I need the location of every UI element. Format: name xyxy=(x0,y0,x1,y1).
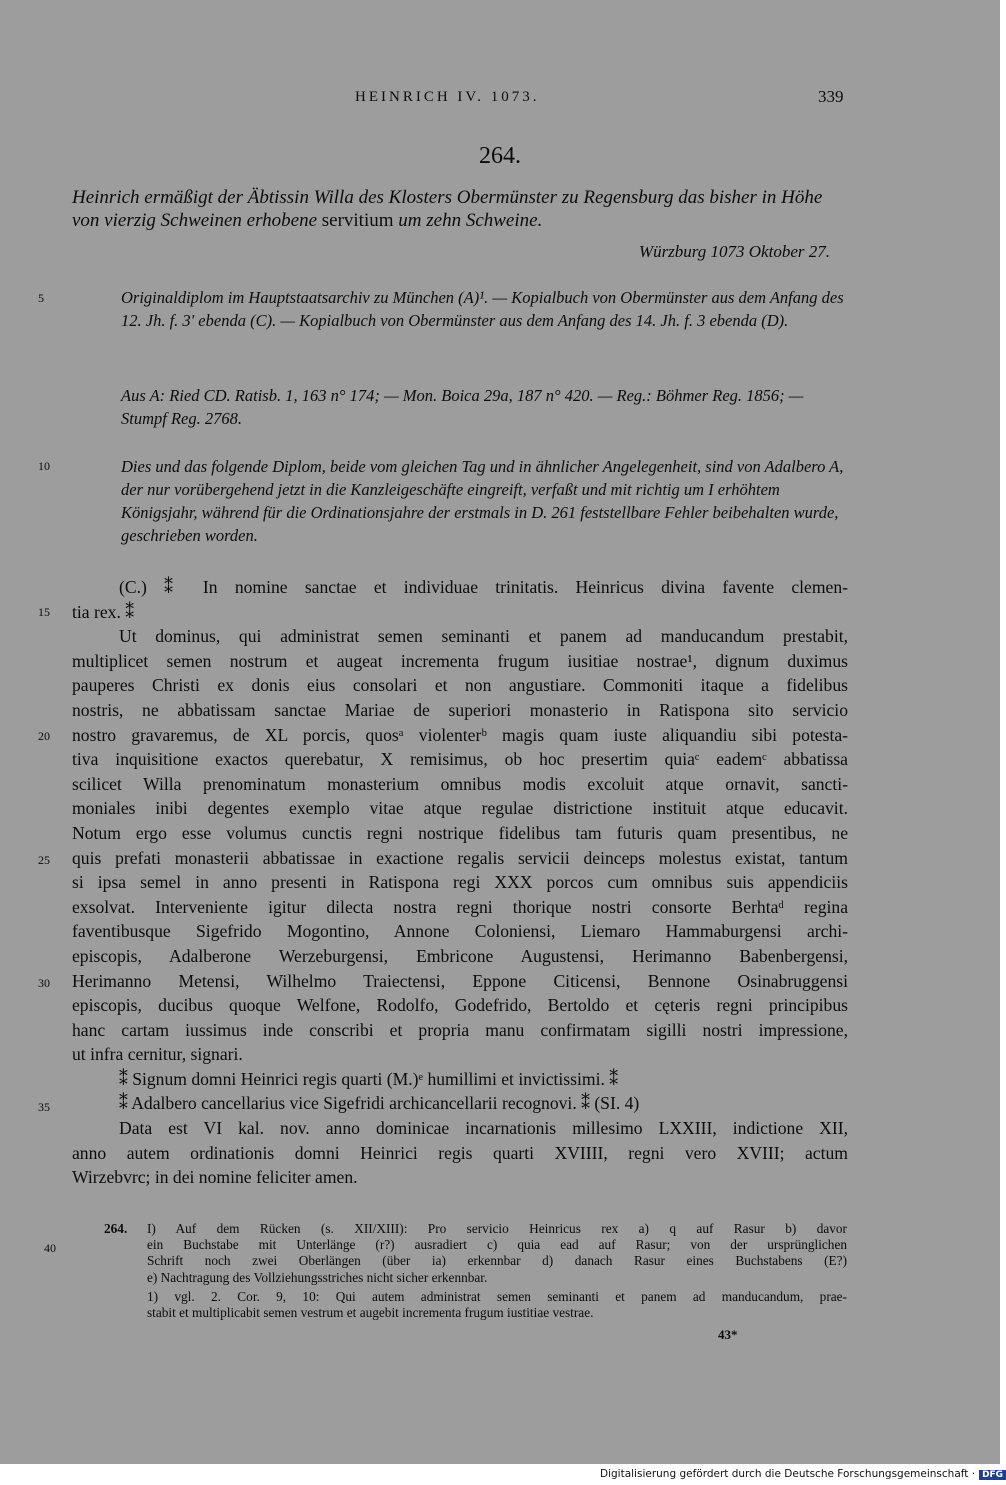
dfg-logo: DFG xyxy=(979,1470,1006,1480)
footnote-line: stabit et multiplicabit semen vestrum et augebit incrementa frugum iustitiae vestrae. xyxy=(147,1304,594,1320)
footer-text: Digitalisierung gefördert durch die Deutsche Forschungsgemeinschaft · xyxy=(600,1468,976,1480)
preamble-editions: Aus A: Ried CD. Ratisb. 1, 163 n° 174; — Mon. Boica 29a, 187 n° 420. — Reg.: Böhmer Reg. 1856; — Stumpf Reg. 2768. xyxy=(121,386,804,428)
footnote-line: Schrift noch zwei Oberlängen (über ia) erkennbar d) danach Rasur eines Buchstabens (E?) xyxy=(147,1253,847,1269)
text-line: (C.) ⁑ In nomine sanctae et individuae trinitatis. Heinricus divina favente clemen- xyxy=(119,577,848,597)
text-line: moniales inibi degentes exemplo vitae atque regulae districtione instituit atque educavit. xyxy=(72,798,848,819)
text-line: multiplicet semen nostrum et augeat incrementa frugum iusitiae nostrae¹, dignum duximus xyxy=(72,650,848,671)
dateline: Würzburg 1073 Oktober 27. xyxy=(638,242,830,261)
line-number: 40 xyxy=(44,1241,56,1255)
document-title xyxy=(72,186,852,232)
recognition-line: ⁑ Adalbero cancellarius vice Sigefridi archicancellarii recognovi. ⁑ (SI. 4) xyxy=(119,1093,640,1114)
text-line: pauperes Christi ex donis eius consolari et non angustiare. Commoniti itaque a fidelibus xyxy=(72,675,848,696)
preamble-commentary: Dies und das folgende Diplom, beide vom gleichen Tag und in ähnlicher Angelegenheit, sind von Adalbero A, der nur vorübergehend jetzt in die Kanzleigeschäfte eingreift, verfaßt und mit richtig um I erhöhtem Königsjahr, während für die Ordinationsjahre der erstmals in D. 261 feststellbare Fehler beibehalten wurde, geschrieben worden. xyxy=(121,457,844,545)
signum-line: ⁑ Signum domni Heinrici regis quarti (M.)ᵉ humillimi et invictissimi. ⁑ xyxy=(119,1068,619,1089)
text-line: episcopis, Adalberone Werzeburgensi, Embricone Augustensi, Herimanno Babenbergensi, xyxy=(72,945,848,966)
text-line: Herimanno Metensi, Wilhelmo Traiectensi, Eppone Citicensi, Bennone Osinabruggensi xyxy=(72,970,848,991)
text-line: tia rex. ⁑ xyxy=(72,601,135,622)
running-title: HEINRICH IV. 1073. xyxy=(355,89,540,105)
text-line: hanc cartam iussimus inde conscribi et propria manu confirmatam sigilli nostri impressione, xyxy=(72,1019,848,1040)
text-line: Wirzebvrc; in dei nomine feliciter amen. xyxy=(72,1167,358,1188)
footnote-number: 264. xyxy=(104,1221,128,1236)
text-line: nostris, ne abbatissam sanctae Mariae de superiori monasterio in Ratispona sito servicio xyxy=(72,699,848,720)
document-number: 264. xyxy=(479,143,521,169)
footnote-line: ein Buchstabe mit Unterlänge (r?) ausradiert c) quia ead auf Rasur; von der ursprünglichen xyxy=(147,1237,847,1253)
title-part-2: um zehn Schweine. xyxy=(393,210,543,231)
text-line: Notum ergo esse volumus cunctis regni nostrique fidelibus tam futuris quam presentibus, ne xyxy=(72,822,848,843)
line-number: 30 xyxy=(38,976,50,990)
line-number: 15 xyxy=(38,605,50,619)
footnotes xyxy=(104,1221,847,1321)
text-line: nostro gravaremus, de XL porcis, quosᵃ violenterᵇ magis quam iuste aliquandiu sibi potesta- xyxy=(72,724,848,745)
line-number: 10 xyxy=(38,459,50,473)
footnote-line: I) Auf dem Rücken (s. XII/XIII): Pro servicio Heinricus rex a) q auf Rasur b) davor xyxy=(147,1221,847,1236)
line-number: 20 xyxy=(38,729,50,743)
line-number: 5 xyxy=(38,291,44,305)
text-line: episcopis, ducibus quoque Welfone, Rodolfo, Godefrido, Bertoldo et cęteris regni principibus xyxy=(72,995,848,1016)
page-number: 339 xyxy=(818,87,844,106)
text-line: si ipsa semel in anno presenti in Ratispona regi XXX porcos cum omnibus suis appendiciis xyxy=(72,872,848,893)
preamble-sources: Originaldiplom im Hauptstaatsarchiv zu München (A)¹. — Kopialbuch von Obermünster aus dem Anfang des 12. Jh. f. 3' ebenda (C). — Kopialbuch von Obermünster aus dem Anfang des 14. Jh. f. 3 ebenda (D). xyxy=(121,288,844,330)
charter-text xyxy=(72,575,848,1190)
text-line: tiva inquisitione exactos querebatur, X remisimus, ob hoc presertim quiaᶜ eademᶜ abbatissa xyxy=(72,749,848,770)
text-line: ut infra cernitur, signari. xyxy=(72,1044,243,1065)
text-line: Data est VI kal. nov. anno dominicae incarnationis millesimo LXXIII, indictione XII, xyxy=(119,1118,848,1139)
line-number: 25 xyxy=(38,853,50,867)
text-line: quis prefati monasterii abbatissae in exactione regalis servicii deinceps molestus existat, tantum xyxy=(72,847,848,868)
text-line: scilicet Willa prenominatum monasterium omnibus modis excoluit atque ornavit, sancti- xyxy=(72,773,848,794)
title-word: servitium xyxy=(321,210,394,231)
footnote-line: 1) vgl. 2. Cor. 9, 10: Qui autem administrat semen seminanti et panem ad manducandum, prae- xyxy=(147,1288,847,1304)
text-line: exsolvat. Interveniente igitur dilecta nostra regni thorique nostri consorte Berhtaᵈ regina xyxy=(72,896,848,917)
text-line: faventibusque Sigefrido Mogontino, Annone Coloniensi, Liemaro Hammaburgensi archi- xyxy=(72,921,848,942)
line-number: 35 xyxy=(38,1100,50,1114)
text-line: anno autem ordinationis domni Heinrici regis quarti XVIIII, regni vero XVIII; actum xyxy=(72,1142,848,1163)
footnote-line: e) Nachtragung des Vollziehungsstriches nicht sicher erkennbar. xyxy=(147,1269,488,1285)
title-part-1: Heinrich ermäßigt der Äbtissin Willa des Klosters Obermünster zu Regensburg das bisher in Höhe von vierzig Schweinen erhobene xyxy=(72,187,823,231)
text-line: Ut dominus, qui administrat semen seminanti et panem ad manducandum prestabit, xyxy=(119,626,848,647)
funding-footer xyxy=(600,1468,1006,1480)
sheet-signature: 43* xyxy=(718,1327,738,1342)
